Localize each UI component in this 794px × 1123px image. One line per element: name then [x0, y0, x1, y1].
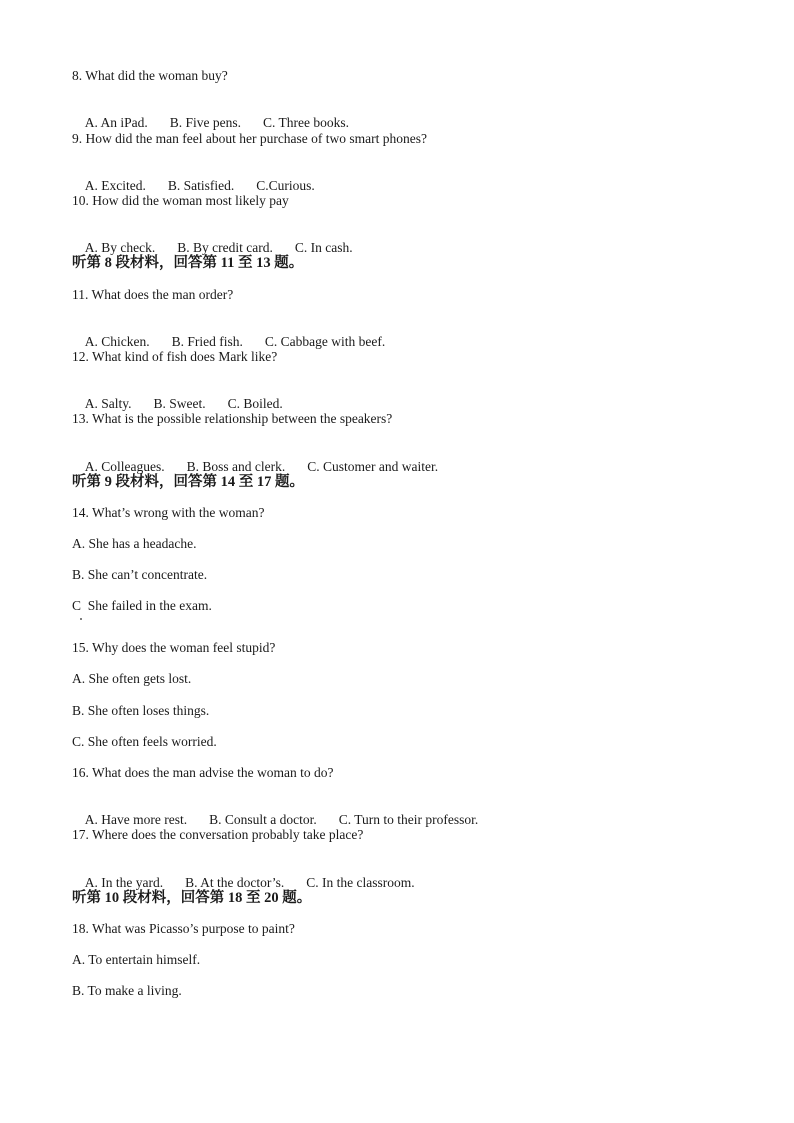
question-12: 12. What kind of fish does Mark like?	[72, 349, 278, 364]
option-c: C. In the classroom.	[306, 875, 415, 890]
question-15-option-c: C. She often feels worried.	[72, 734, 217, 749]
option-b: B. Boss and clerk.	[186, 459, 286, 474]
section-heading-8: 听第 8 段材料，回答第 11 至 13 题。	[72, 255, 304, 271]
option-b: B. Satisfied.	[167, 178, 235, 193]
option-a: A. Chicken.	[84, 334, 150, 349]
option-c: C. Boiled.	[227, 396, 283, 411]
question-17: 17. Where does the conversation probably take place?	[72, 827, 364, 842]
question-15: 15. Why does the woman feel stupid?	[72, 640, 276, 655]
option-a: A. Excited.	[84, 178, 146, 193]
option-b: B. At the doctor’s.	[185, 875, 285, 890]
question-14: 14. What’s wrong with the woman?	[72, 505, 265, 520]
option-b: B. Consult a doctor.	[209, 812, 317, 827]
option-c: C. Three books.	[263, 115, 350, 130]
question-16: 16. What does the man advise the woman to do?	[72, 765, 334, 780]
option-a: A. By check.	[84, 240, 156, 255]
question-8: 8. What did the woman buy?	[72, 68, 228, 83]
option-a: A. Salty.	[84, 396, 132, 411]
option-c: C. Customer and waiter.	[307, 459, 439, 474]
option-a: A. An iPad.	[84, 115, 148, 130]
option-b: B. Fried fish.	[171, 334, 243, 349]
section-heading-9: 听第 9 段材料，回答第 14 至 17 题。	[72, 474, 304, 490]
question-14-option-c: C She failed in the exam.	[72, 598, 212, 613]
option-c: C.Curious.	[256, 178, 315, 193]
question-15-option-b: B. She often loses things.	[72, 703, 210, 718]
question-18-option-b: B. To make a living.	[72, 983, 182, 998]
option-a: A. Colleagues.	[84, 459, 165, 474]
option-c: C. Cabbage with beef.	[264, 334, 386, 349]
question-9: 9. How did the man feel about her purchase of two smart phones?	[72, 131, 428, 146]
section-heading-10: 听第 10 段材料，回答第 18 至 20 题。	[72, 890, 312, 906]
option-c: C. In cash.	[294, 240, 353, 255]
question-13: 13. What is the possible relationship between the speakers?	[72, 411, 393, 426]
question-18-option-a: A. To entertain himself.	[72, 952, 201, 967]
option-a: A. In the yard.	[84, 875, 164, 890]
option-c: C. Turn to their professor.	[338, 812, 479, 827]
question-11: 11. What does the man order?	[72, 287, 234, 302]
question-14-option-b: B. She can’t concentrate.	[72, 567, 208, 582]
option-b: B. Sweet.	[153, 396, 206, 411]
option-b: B. By credit card.	[177, 240, 273, 255]
option-b: B. Five pens.	[169, 115, 242, 130]
stray-dot	[80, 618, 82, 620]
question-15-option-a: A. She often gets lost.	[72, 671, 192, 686]
option-a: A. Have more rest.	[84, 812, 188, 827]
question-14-option-a: A. She has a headache.	[72, 536, 197, 551]
question-10: 10. How did the woman most likely pay	[72, 193, 289, 208]
question-18: 18. What was Picasso’s purpose to paint?	[72, 921, 295, 936]
